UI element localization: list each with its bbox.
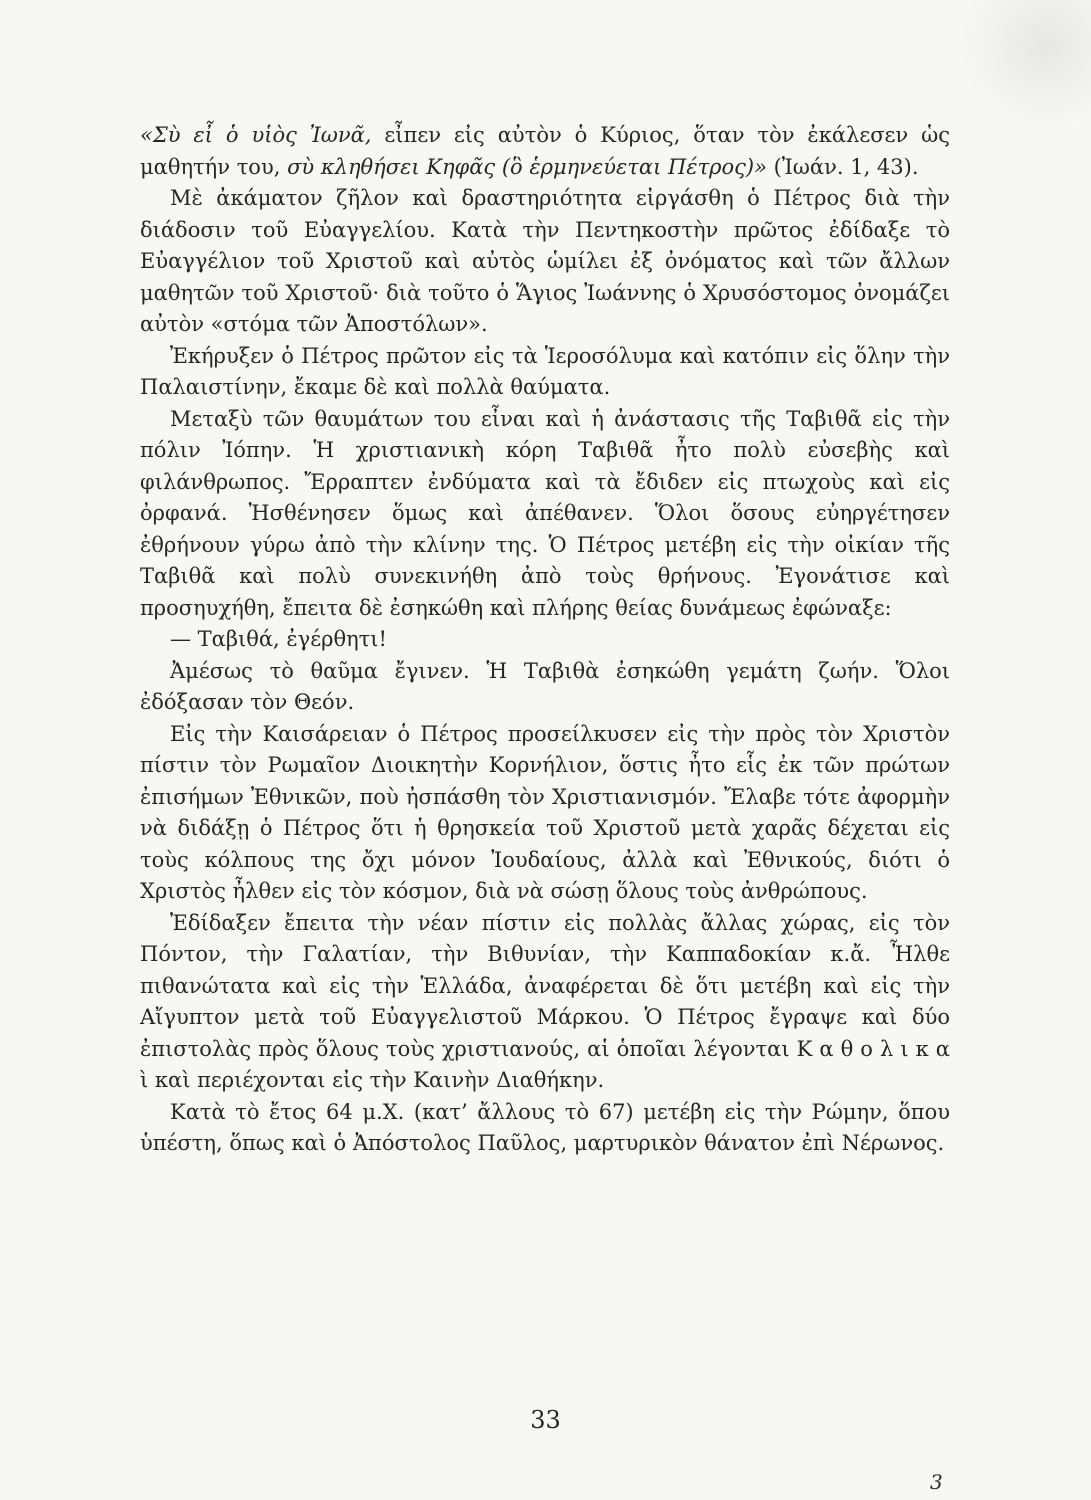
quote-italic: «Σὺ εἶ ὁ υἱὸς Ἰωνᾶ, <box>140 123 372 147</box>
paragraph: Μεταξὺ τῶν θαυμάτων του εἶναι καὶ ἡ ἀνάστασις τῆς Ταβιθᾶ εἰς τὴν πόλιν Ἰόπην. Ἡ χριστιανικὴ κόρη Ταβιθᾶ ἦτο πολὺ εὐσεβὴς καὶ φιλάνθρωπος. Ἔρραπτεν ἐνδύματα καὶ τὰ ἔδιδεν εἰς πτωχοὺς καὶ εἰς ὀρφανά. Ἠσθένησεν ὅμως καὶ ἀπέθανεν. Ὅλοι ὅσους εὐηργέτησεν ἐθρήνουν γύρω ἀπὸ τὴν κλίνην της. Ὁ Πέτρος μετέβη εἰς τὴν οἰκίαν τῆς Ταβιθᾶ καὶ πολὺ συνεκινήθη ἀπὸ τοὺς θρήνους. Ἐγονάτισε καὶ προσηυχήθη, ἔπειτα δὲ ἐσηκώθη καὶ πλήρης θείας δυνάμεως ἐφώναξε: <box>140 406 950 620</box>
paragraph: Εἰς τὴν Καισάρειαν ὁ Πέτρος προσείλκυσεν εἰς τὴν πρὸς τὸν Χριστὸν πίστιν τὸν Ρωμαῖον Διοικητὴν Κορνήλιον, ὅστις ἦτο εἷς ἐκ τῶν πρώτων ἐπισήμων Ἐθνικῶν, ποὺ ἠσπάσθη τὸν Χριστιανισμόν. Ἔλαβε τότε ἀφορμὴν νὰ διδάξῃ ὁ Πέτρος ὅτι ἡ θρησκεία τοῦ Χριστοῦ μετὰ χαρᾶς δέχεται εἰς τοὺς κόλπους της ὄχι μόνον Ἰουδαίους, ἀλλὰ καὶ Ἐθνικούς, διότι ὁ Χριστὸς ἦλθεν εἰς τὸν κόσμον, διὰ νὰ σώσῃ ὅλους τοὺς ἀνθρώπους. <box>140 721 950 903</box>
body-text <box>140 120 950 1160</box>
opening-quote-paragraph <box>140 120 950 183</box>
library-stamp <box>961 0 1091 130</box>
paragraph: Ἀμέσως τὸ θαῦμα ἔγινεν. Ἡ Ταβιθὰ ἐσηκώθη γεμάτη ζωήν. Ὅλοι ἐδόξασαν τὸν Θεόν. <box>140 658 950 714</box>
quote-italic-2: σὺ κληθήσει Κηφᾶς (ὃ ἑρμηνεύεται Πέτρος)» <box>280 154 767 179</box>
page-number: 33 <box>530 1406 561 1434</box>
signature-mark: 3 <box>930 1470 943 1494</box>
paragraph: Ἐδίδαξεν ἔπειτα τὴν νέαν πίστιν εἰς πολλὰς ἄλλας χώρας, εἰς τὸν Πόντον, τὴν Γαλατίαν, τὴν Βιθυνίαν, τὴν Καππαδοκίαν κ.ἄ. Ἦλθε πιθανώτατα καὶ εἰς τὴν Ἑλλάδα, ἀναφέρεται δὲ ὅτι μετέβη καὶ εἰς τὴν Αἴγυπτον μετὰ τοῦ Εὐαγγελιστοῦ Μάρκου. Ὁ Πέτρος ἔγραψε καὶ δύο ἐπιστολὰς πρὸς ὅλους τοὺς χριστιανούς, αἱ ὁποῖαι λέγονται Κ α θ ο λ ι κ α ὶ καὶ περιέχονται εἰς τὴν Καινὴν Διαθήκην. <box>140 910 950 1092</box>
quote-rest: εἶπεν εἰς αὐτὸν ὁ Κύριος, ὅταν τὸν ἐκάλεσεν ὡς μαθητήν του, <box>140 123 951 179</box>
paragraph: Ἐκήρυξεν ὁ Πέτρος πρῶτον εἰς τὰ Ἱεροσόλυμα καὶ κατόπιν εἰς ὅλην τὴν Παλαιστίνην, ἔκαμε δὲ καὶ πολλὰ θαύματα. <box>140 343 950 399</box>
paragraph: Κατὰ τὸ ἔτος 64 μ.Χ. (κατ’ ἄλλους τὸ 67) μετέβη εἰς τὴν Ρώμην, ὅπου ὑπέστη, ὅπως καὶ ὁ Ἀπόστολος Παῦλος, μαρτυρικὸν θάνατον ἐπὶ Νέρωνος. <box>140 1099 950 1155</box>
paragraph: Μὲ ἀκάματον ζῆλον καὶ δραστηριότητα εἰργάσθη ὁ Πέτρος διὰ τὴν διάδοσιν τοῦ Εὐαγγελίου. Κατὰ τὴν Πεντηκοστὴν πρῶτος ἐδίδαξε τὸ Εὐαγγέλιον τοῦ Χριστοῦ καὶ αὐτὸς ὡμίλει ἐξ ὀνόματος καὶ τῶν ἄλλων μαθητῶν τοῦ Χριστοῦ· διὰ τοῦτο ὁ Ἅγιος Ἰωάννης ὁ Χρυσόστομος ὀνομάζει αὐτὸν «στόμα τῶν Ἀποστόλων». <box>140 186 950 336</box>
exclamation-line: — Ταβιθά, ἐγέρθητι! <box>170 627 387 651</box>
quote-reference: (Ἰωάν. 1, 43). <box>766 154 919 179</box>
